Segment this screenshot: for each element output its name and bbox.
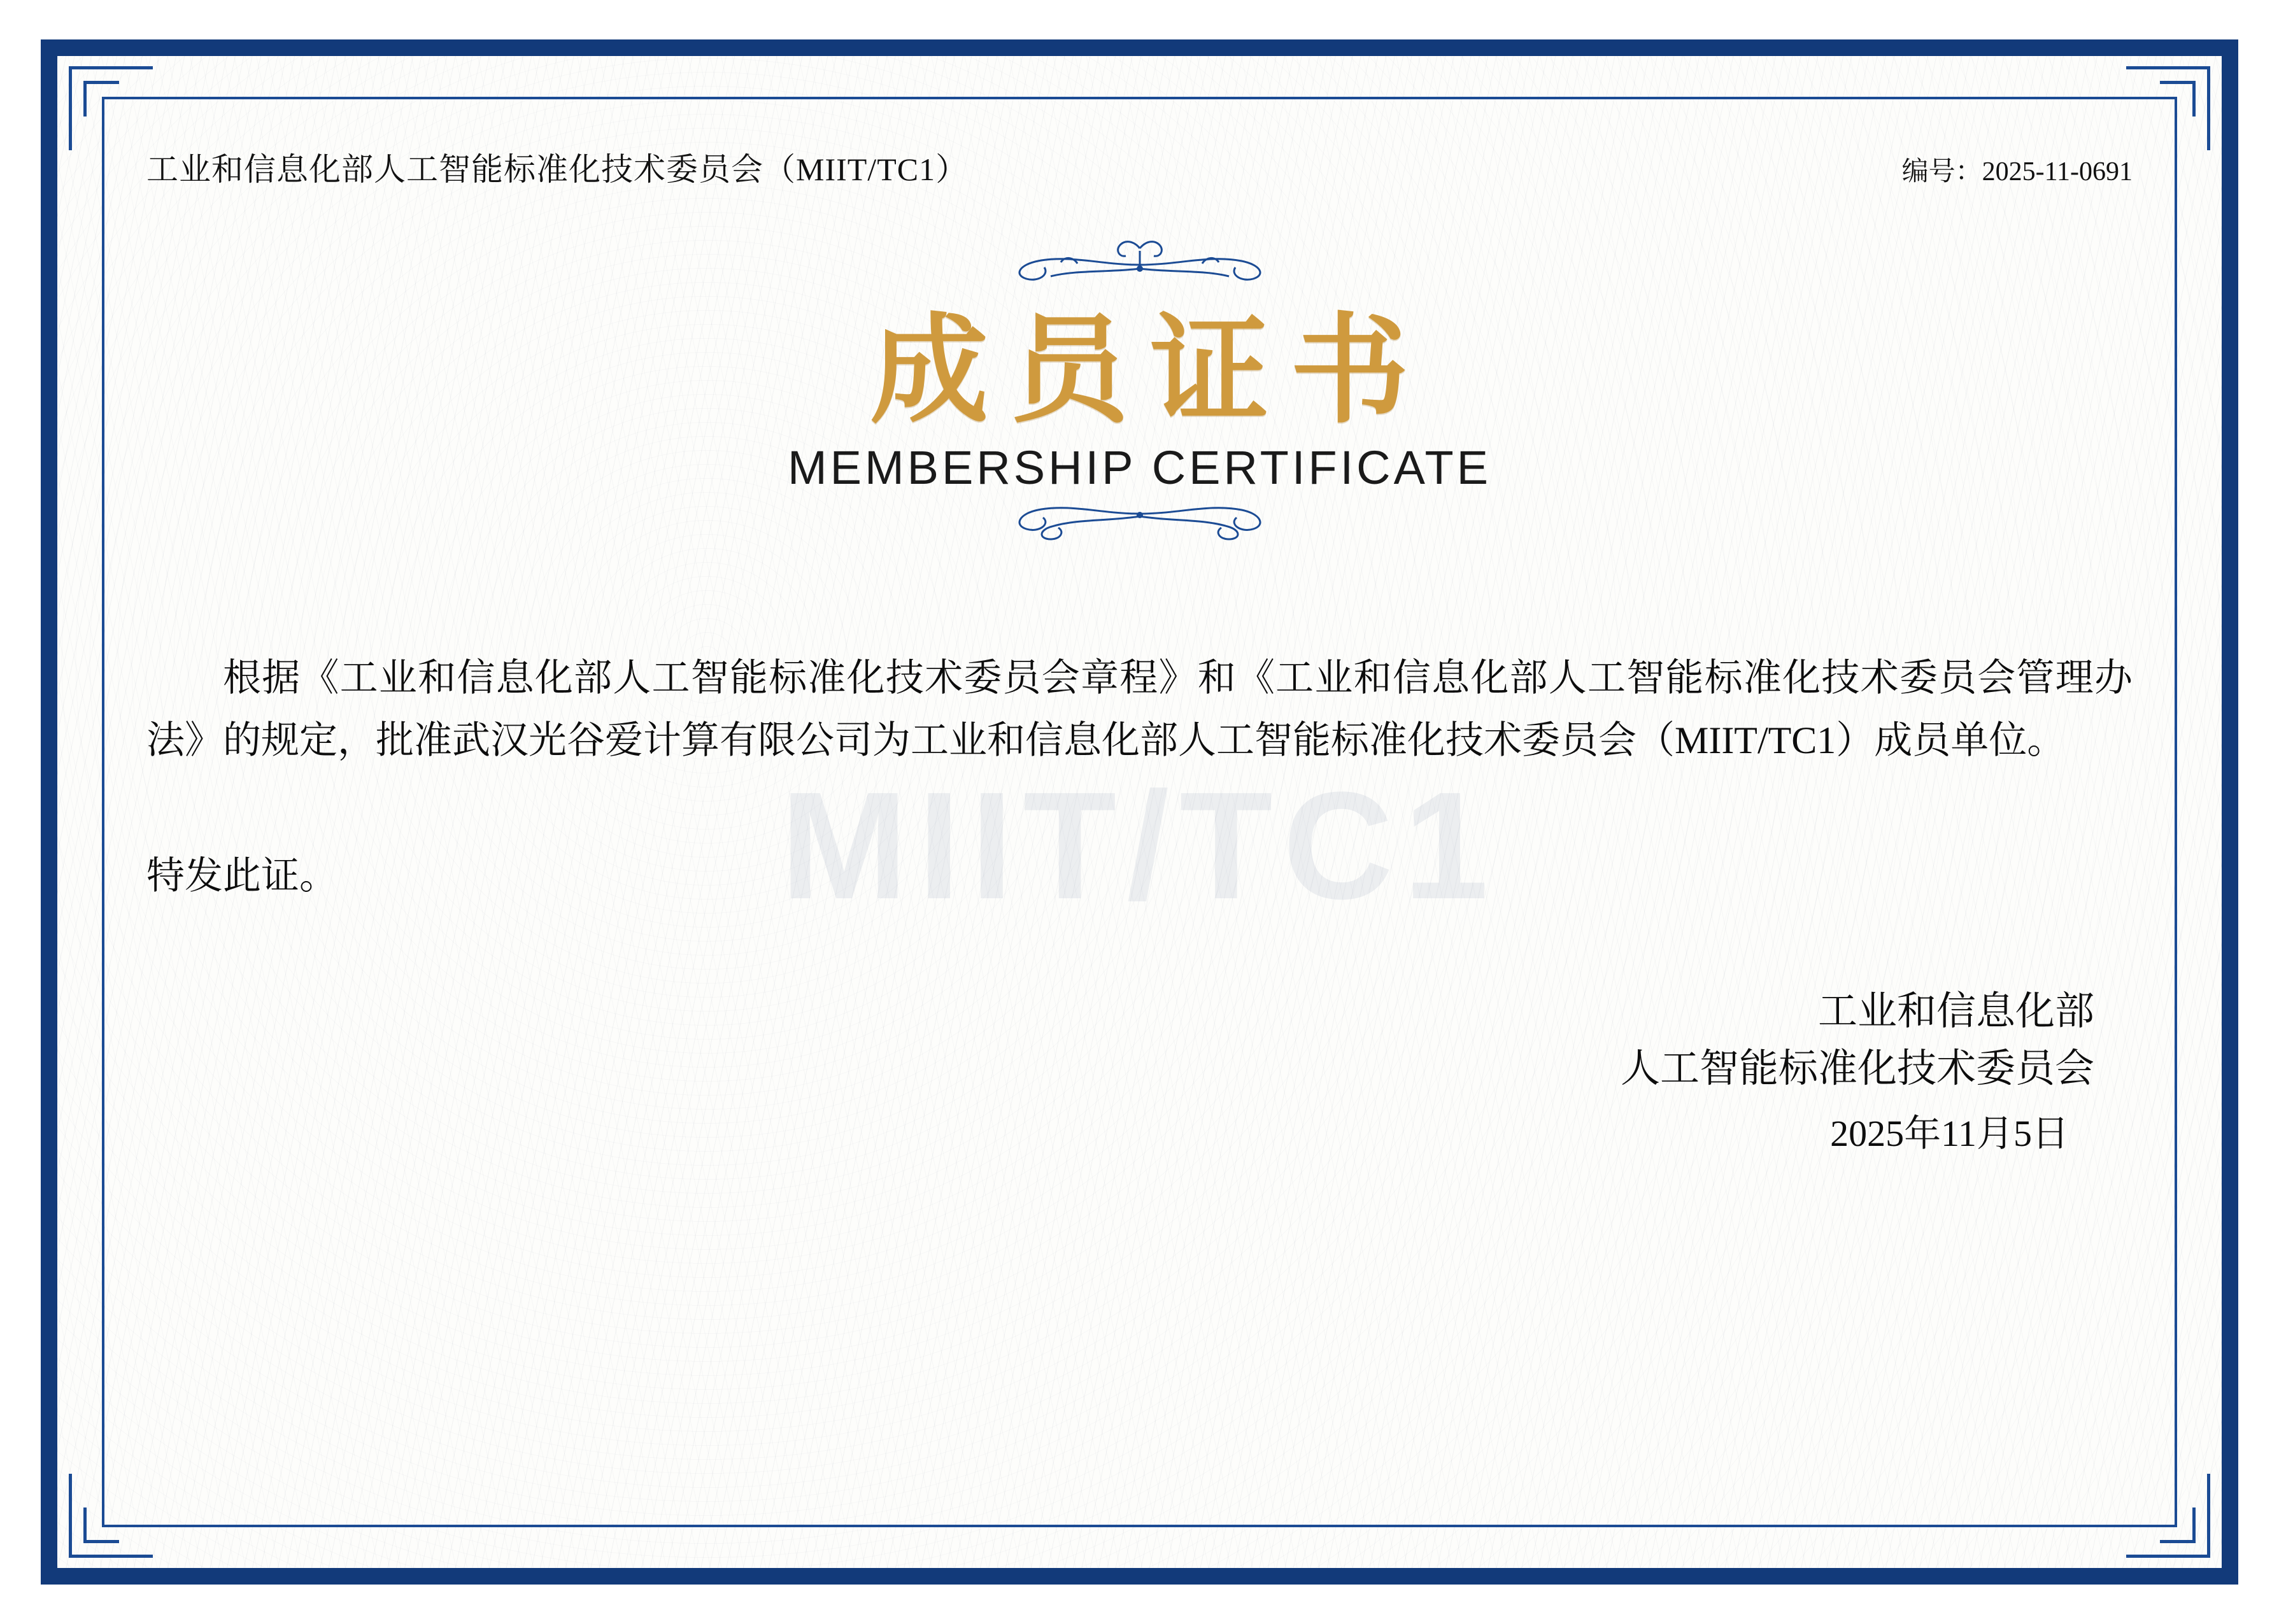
certificate-signature-block: [146, 984, 2133, 1164]
corner-ornament-bottom-right: [2126, 1474, 2210, 1558]
certificate-title-english: MEMBERSHIP CERTIFICATE: [787, 441, 1492, 495]
certificate-watermark: MIIT/TC1: [780, 760, 1499, 931]
corner-ornament-top-left: [69, 66, 153, 150]
signature-line-1: 工业和信息化部: [1817, 989, 2094, 1033]
certificate-body: [146, 647, 2133, 907]
certificate-number: 编号：2025-11-0691: [1901, 157, 2133, 187]
certificate-body-paragraph: 根据《工业和信息化部人工智能标准化技术委员会章程》和《工业和信息化部人工智能标准化技术委员会管理办法》的规定，批准武汉光谷爱计算有限公司为工业和信息化部人工智能标准化技术委员会（MIIT/TC1）成员单位。: [146, 657, 2133, 761]
signature-line-2: 人工智能标准化技术委员会: [1620, 1047, 2094, 1091]
issuing-organization: 工业和信息化部人工智能标准化技术委员会（MIIT/TC1）: [146, 152, 969, 187]
certificate-body-note: 特发此证。: [146, 854, 337, 897]
signature-date: 2025年11月5日: [1830, 1112, 2069, 1154]
certificate-title-block: [146, 236, 2133, 552]
certificate-content: [146, 121, 2133, 1503]
corner-ornament-top-right: [2126, 66, 2210, 150]
certificate-header: [146, 121, 2133, 190]
certificate-title-chinese: 成员证书: [870, 306, 1431, 437]
flourish-top-icon: [146, 236, 2133, 299]
corner-ornament-bottom-left: [69, 1474, 153, 1558]
flourish-bottom-icon: [146, 495, 2133, 552]
